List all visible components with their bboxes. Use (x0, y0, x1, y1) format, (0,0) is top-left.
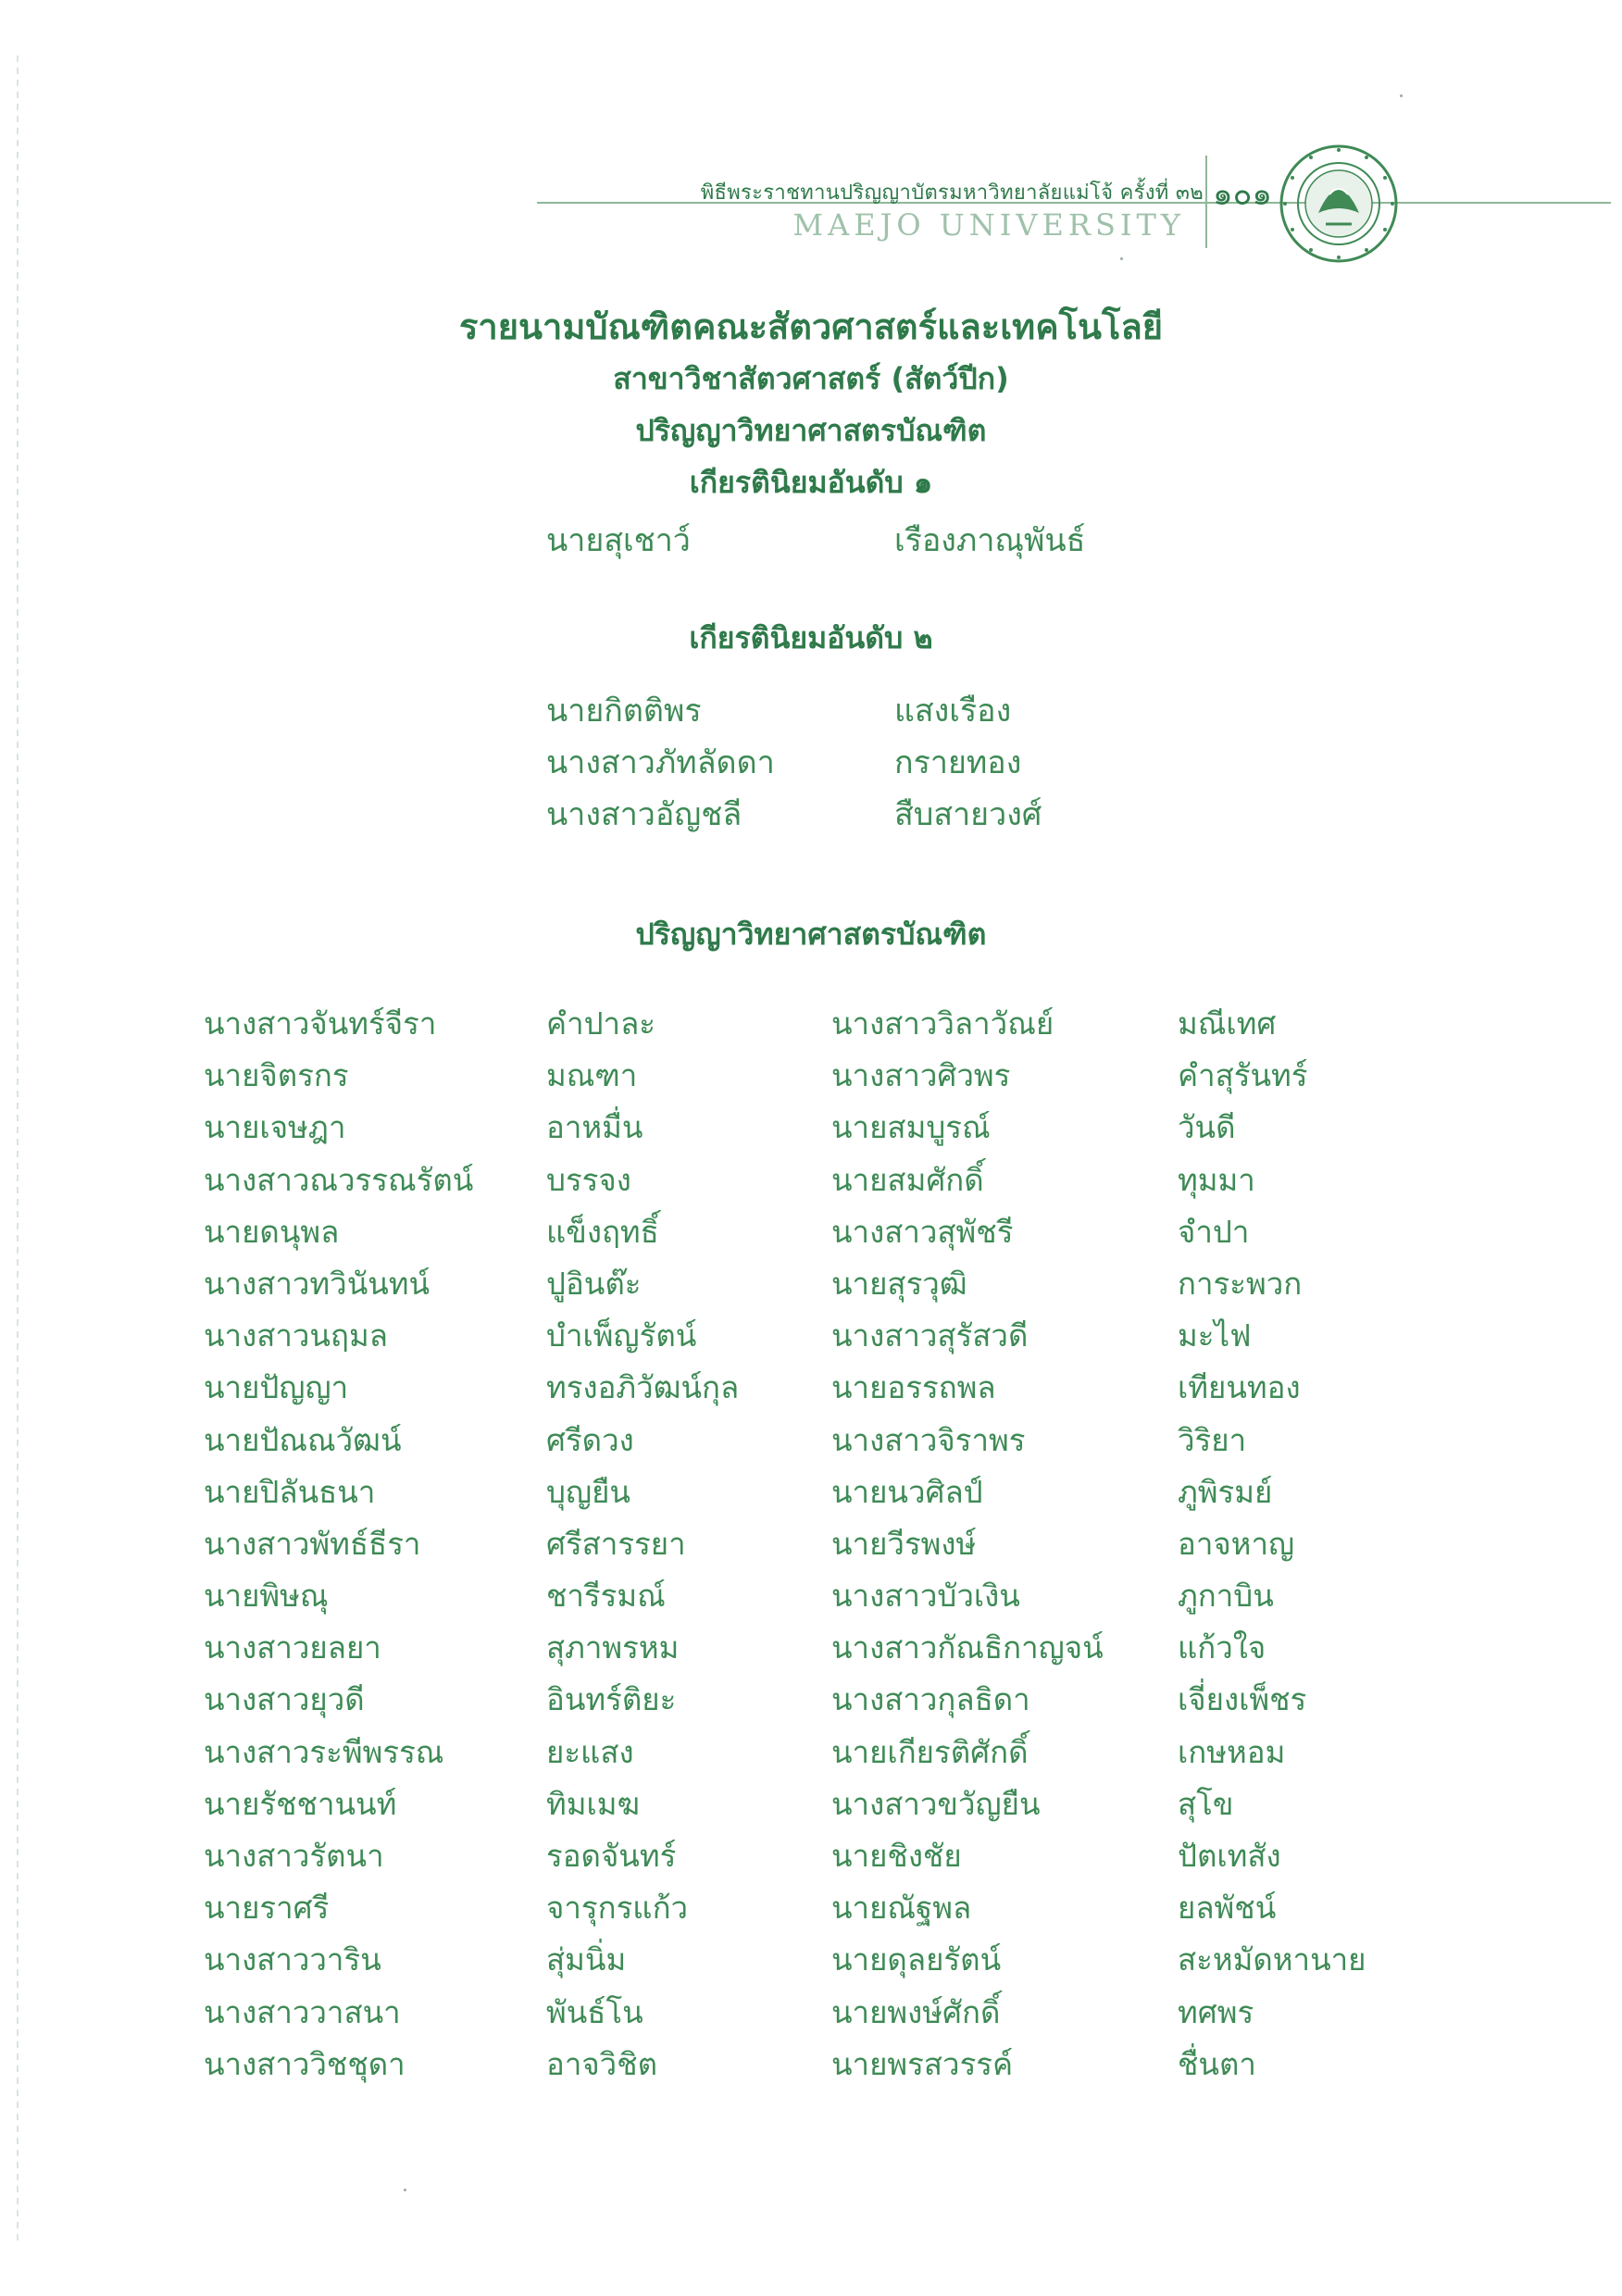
list-item: นายเกียรติศักดิ์ (831, 1733, 1029, 1770)
list-item: นายพงษ์ศักดิ์ (831, 1993, 1001, 2030)
list-item: นางสาวสุรัสวดี (831, 1317, 1029, 1354)
graduates-left-last-names (546, 998, 739, 2090)
list-item: นายปัณณวัฒน์ (204, 1421, 402, 1458)
list-item: นางสาวพัทธ์ธีรา (204, 1525, 421, 1562)
list-item: นายดุลยรัตน์ (831, 1941, 1002, 1978)
degree-heading: ปริญญาวิทยาศาสตรบัณฑิต (635, 413, 987, 448)
list-item: ยะแสง (546, 1733, 634, 1770)
list-item: นายสมศักดิ์ (831, 1161, 984, 1198)
honor2-first-name: นางสาวภัทลัดดา (546, 744, 775, 781)
list-item: นางสาวณวรรณรัตน์ (204, 1161, 474, 1198)
list-item: การะพวก (1178, 1265, 1303, 1302)
list-item: วันดี (1178, 1109, 1236, 1146)
list-item: นางสาวขวัญยืน (831, 1785, 1041, 1822)
honor2-last-name: แสงเรือง (894, 693, 1012, 730)
university-seal-icon (1274, 139, 1404, 268)
list-item: ภูพิรมย์ (1178, 1473, 1273, 1510)
ceremony-title: พิธีพระราชทานปริญญาบัตรมหาวิทยาลัยแม่โจ้ ครั้งที่ ๓๒ (700, 181, 1204, 205)
list-item: เกษหอม (1178, 1733, 1286, 1770)
list-item: มณฑา (546, 1057, 638, 1094)
list-item: นางสาวระพีพรรณ (204, 1733, 444, 1770)
list-item: นายณัฐพล (831, 1890, 972, 1927)
list-item: นางสาววาสนา (204, 1993, 401, 2030)
list-item: บำเพ็ญรัตน์ (546, 1317, 697, 1354)
list-item: นายเจษฎา (204, 1109, 346, 1146)
list-item: รอดจันทร์ (546, 1838, 677, 1874)
list-item: นางสาวยลยา (204, 1629, 381, 1666)
list-item: นายดนุพล (204, 1213, 340, 1250)
list-item: ศรีดวง (546, 1421, 634, 1458)
list-item: คำสุรันทร์ (1178, 1057, 1308, 1094)
list-item: ทิมเมฆ (546, 1785, 641, 1822)
list-item: จำปา (1178, 1213, 1250, 1250)
honor2-last-name: สืบสายวงศ์ (894, 796, 1042, 833)
list-item: ทรงอภิวัฒน์กุล (546, 1369, 740, 1406)
list-item: ชารีรมณ์ (546, 1578, 666, 1615)
list-item: นายปัญญา (204, 1369, 349, 1406)
list-item: นางสาวศิวพร (831, 1057, 1011, 1094)
list-item: นางสาววิชชุดา (204, 2045, 406, 2082)
list-item: นางสาวรัตนา (204, 1838, 384, 1874)
honor2-heading: เกียรตินิยมอันดับ ๒ (689, 620, 933, 655)
list-item: อาจหาญ (1178, 1525, 1295, 1562)
list-item: สุภาพรหม (546, 1629, 680, 1666)
honor1-heading: เกียรตินิยมอันดับ ๑ (689, 465, 933, 500)
list-item: นายจิตรกร (204, 1057, 349, 1094)
list-item: นายราศรี (204, 1890, 330, 1927)
list-item: มณีเทศ (1178, 1005, 1277, 1042)
list-item: นายพิษณุ (204, 1578, 329, 1615)
list-item: อาจวิชิต (546, 2045, 658, 2082)
list-item: นายปิลันธนา (204, 1473, 376, 1510)
list-item: ภูกาบิน (1178, 1578, 1274, 1615)
list-item: นายสุรวุฒิ (831, 1265, 967, 1302)
list-item: ทศพร (1178, 1993, 1254, 2030)
major-heading: สาขาวิชาสัตวศาสตร์ (สัตว์ปีก) (613, 361, 1009, 396)
degree-list-heading: ปริญญาวิทยาศาสตรบัณฑิต (635, 917, 987, 952)
list-item: นายรัชชานนท์ (204, 1785, 397, 1822)
list-item: วิริยา (1178, 1421, 1247, 1458)
list-item: อินทร์ติยะ (546, 1681, 677, 1718)
list-item: นางสาววิลาวัณย์ (831, 1005, 1054, 1042)
list-item: นายนวศิลป์ (831, 1473, 983, 1510)
list-item: แก้วใจ (1178, 1629, 1266, 1666)
graduates-right-first-names (831, 998, 1104, 2090)
list-item: อาหมื่น (546, 1109, 643, 1146)
list-item: นายพรสวรรค์ (831, 2045, 1014, 2082)
list-item: นางสาวกัณธิกาญจน์ (831, 1629, 1104, 1666)
list-item: มะไฟ (1178, 1317, 1252, 1354)
honor2-first-name: นางสาวอัญชลี (546, 796, 742, 833)
list-item: ปูอินต๊ะ (546, 1265, 642, 1302)
honor2-first-name: นายกิตติพร (546, 693, 702, 730)
list-item: คำปาละ (546, 1005, 656, 1042)
scan-speck (1400, 94, 1403, 97)
list-item: สุ่มนิ่ม (546, 1941, 627, 1978)
list-item: เจี่ยงเพ็ชร (1178, 1681, 1307, 1718)
list-item: ศรีสารรยา (546, 1525, 686, 1562)
list-item: บุญยืน (546, 1473, 630, 1510)
list-item: นางสาวจันทร์จีรา (204, 1005, 437, 1042)
list-item: สะหมัดหานาย (1178, 1941, 1366, 1978)
list-item: นางสาวสุพัชรี (831, 1213, 1014, 1250)
honor2-last-name: กรายทอง (894, 744, 1022, 781)
list-item: นางสาวจิราพร (831, 1421, 1026, 1458)
list-item: พันธ์โน (546, 1993, 643, 2030)
list-item: นายชิงชัย (831, 1838, 962, 1874)
list-item: นางสาววาริน (204, 1941, 381, 1978)
list-item: ชื่นตา (1178, 2045, 1256, 2082)
list-item: แข็งฤทธิ์ (546, 1213, 659, 1250)
faculty-heading: รายนามบัณฑิตคณะสัตวศาสตร์และเทคโนโลยี (459, 306, 1163, 347)
list-item: นางสาวยุวดี (204, 1681, 365, 1718)
list-item: นางสาวทวินันทน์ (204, 1265, 430, 1302)
list-item: บรรจง (546, 1161, 631, 1198)
honor1-last-name: เรืองภาณุพันธ์ (894, 522, 1086, 559)
list-item: นายอรรถพล (831, 1369, 996, 1406)
scan-speck (1120, 257, 1123, 260)
honor1-first-name: นายสุเชาว์ (546, 522, 691, 559)
list-item: สุโข (1178, 1785, 1234, 1822)
scan-speck (404, 2189, 406, 2191)
graduates-left-first-names (204, 998, 473, 2090)
list-item: นางสาวบัวเงิน (831, 1578, 1020, 1615)
list-item: นางสาวกุลธิดา (831, 1681, 1030, 1718)
graduates-right-last-names (1178, 998, 1366, 2090)
list-item: จารุกรแก้ว (546, 1890, 689, 1927)
list-item: นายสมบูรณ์ (831, 1109, 991, 1146)
university-name: MAEJO UNIVERSITY (792, 207, 1185, 243)
list-item: ปัตเทสัง (1178, 1838, 1281, 1874)
list-item: นางสาวนฤมล (204, 1317, 388, 1354)
header-separator (1205, 156, 1207, 248)
list-item: ทุมมา (1178, 1161, 1255, 1198)
page-number: ๑๐๑ (1213, 176, 1272, 213)
list-item: ยลพัชน์ (1178, 1890, 1277, 1927)
list-item: เทียนทอง (1178, 1369, 1301, 1406)
list-item: นายวีรพงษ์ (831, 1525, 977, 1562)
